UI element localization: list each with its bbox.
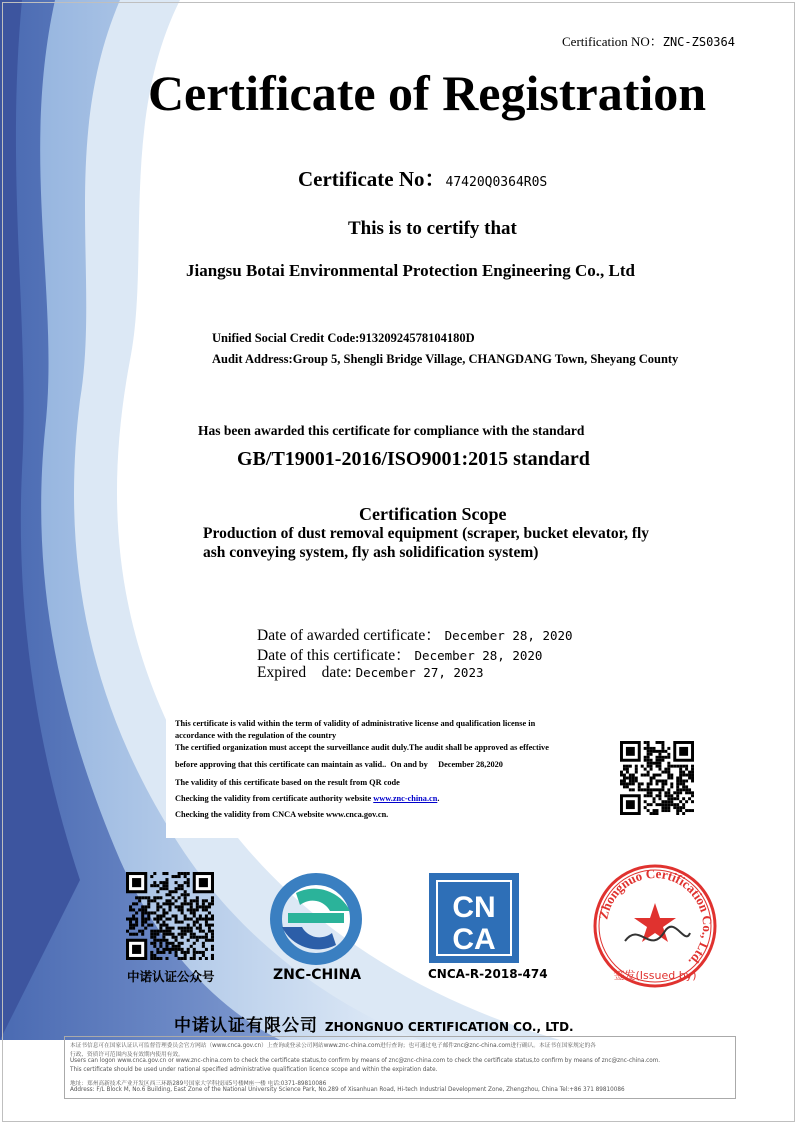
- audit-address: Audit Address:Group 5, Shengli Bridge Village, CHANGDANG Town, Sheyang County: [212, 352, 679, 366]
- scope-heading: Certification Scope: [359, 504, 507, 524]
- cnca-logo-icon: [429, 873, 519, 963]
- svg-text:CN: CN: [452, 891, 496, 924]
- svg-text:CA: CA: [452, 923, 496, 956]
- footer-line-4: This certificate should be used under national specified administrative qualification licence scope and within the expiration date.: [70, 1067, 438, 1073]
- wechat-qr-code-icon[interactable]: [126, 872, 214, 960]
- awarded-statement: Has been awarded this certificate for compliance with the standard: [198, 423, 585, 438]
- date-expired-value: December 27, 2023: [355, 665, 484, 680]
- znc-china-logo-icon: [270, 873, 362, 965]
- footer-line-5: 地址：郑州高新技术产业开发区西三环路289号国家大学科技园5号楼M座一楼 电话:0371-89810086: [70, 1081, 327, 1087]
- certification-number-top: [562, 31, 735, 50]
- validity-line-2: accordance with the regulation of the country: [175, 731, 337, 740]
- validity-line-7: Checking the validity from CNCA website www.cnca.gov.cn.: [175, 810, 389, 819]
- certification-number-value: ZNC-ZS0364: [662, 35, 735, 49]
- scope-line-1: Production of dust removal equipment (scraper, bucket elevator, fly: [203, 525, 650, 542]
- seal-sign-text: 签发(Issued by): [613, 969, 697, 982]
- date-this-certificate: [257, 643, 542, 665]
- organization-name-en: ZHONGNUO CERTIFICATION CO., LTD.: [324, 1020, 574, 1034]
- page-title: Certificate of Registration: [147, 65, 707, 121]
- date-awarded: [257, 623, 573, 645]
- date-expired-label: Expired date:: [257, 664, 352, 681]
- validity-line-5: The validity of this certificate based on the result from QR code: [175, 778, 400, 787]
- certification-number-label: Certification NO：: [562, 34, 663, 49]
- seal-text: Zhongnuo Certification Co., Ltd.: [595, 865, 716, 970]
- company-seal-icon: [590, 861, 720, 991]
- organization-name-cn: 中诺认证有限公司: [174, 1016, 318, 1036]
- cnca-label: CNCA-R-2018-474: [428, 967, 548, 981]
- wechat-label: 中诺认证公众号: [127, 969, 215, 984]
- footer-line-6: Address: F/L Block M, No.6 Building, East Zone of the National University Science Park, No.289 of Xisanhuan Road, Hi-tech Industrial Development Zone, Zhengzhou, China Tel:+86 371 89810086: [70, 1087, 625, 1093]
- validity-line-6-prefix: Checking the validity from certificate authority website: [175, 794, 374, 803]
- validity-line-6: [175, 794, 439, 803]
- credit-code: Unified Social Credit Code:91320924578104180D: [212, 331, 475, 345]
- company-name: Jiangsu Botai Environmental Protection Engineering Co., Ltd: [186, 261, 635, 280]
- certificate-number-label: Certificate No：: [298, 167, 446, 191]
- validity-line-1: This certificate is valid within the term of validity of administrative license and qualification license in: [175, 719, 536, 728]
- certify-statement: This is to certify that: [348, 218, 517, 239]
- organization-name: [174, 1011, 574, 1036]
- certificate-number-value: 47420Q0364R0S: [445, 175, 548, 190]
- validity-line-3: The certified organization must accept the surveillance audit duly.The audit shall be approved as effective: [175, 743, 549, 752]
- date-awarded-label: Date of awarded certificate：: [257, 627, 441, 644]
- standard-name: GB/T19001-2016/ISO9001:2015 standard: [237, 448, 590, 470]
- znc-china-label: ZNC-CHINA: [273, 967, 362, 983]
- footer-line-1: 本证书信息可在国家认证认可监督管理委员会官方网站（www.cnca.gov.cn）上查询或登录公司网站www.znc-china.com进行查询；也可通过电子邮件znc@znc-china.com进行确认。本证书在国家规定的各: [70, 1043, 596, 1049]
- znc-website-link[interactable]: www.znc-china.cn: [373, 794, 438, 803]
- footer-line-2: 行政、资质许可范围内及有效期内使用有效。: [70, 1052, 184, 1058]
- footer-line-3: Users can logon www.cnca.gov.cn or www.znc-china.com to check the certificate status,to confirm by means of znc@znc-china.com to check the certificate status,to confirm by means of znc@znc-china.com.: [70, 1058, 661, 1064]
- validity-line-6-suffix: .: [437, 794, 440, 803]
- validity-qr-code-icon[interactable]: [620, 741, 694, 815]
- date-this-label: Date of this certificate：: [257, 647, 411, 664]
- validity-line-4: before approving that this certificate can maintain as valid.. On and by December 28,2020: [175, 760, 503, 769]
- date-this-value: December 28, 2020: [414, 648, 543, 663]
- scope-line-2: ash conveying system, fly ash solidification system): [203, 544, 539, 561]
- date-awarded-value: December 28, 2020: [444, 628, 573, 643]
- date-expired: [257, 664, 484, 682]
- certificate-number: [298, 163, 547, 193]
